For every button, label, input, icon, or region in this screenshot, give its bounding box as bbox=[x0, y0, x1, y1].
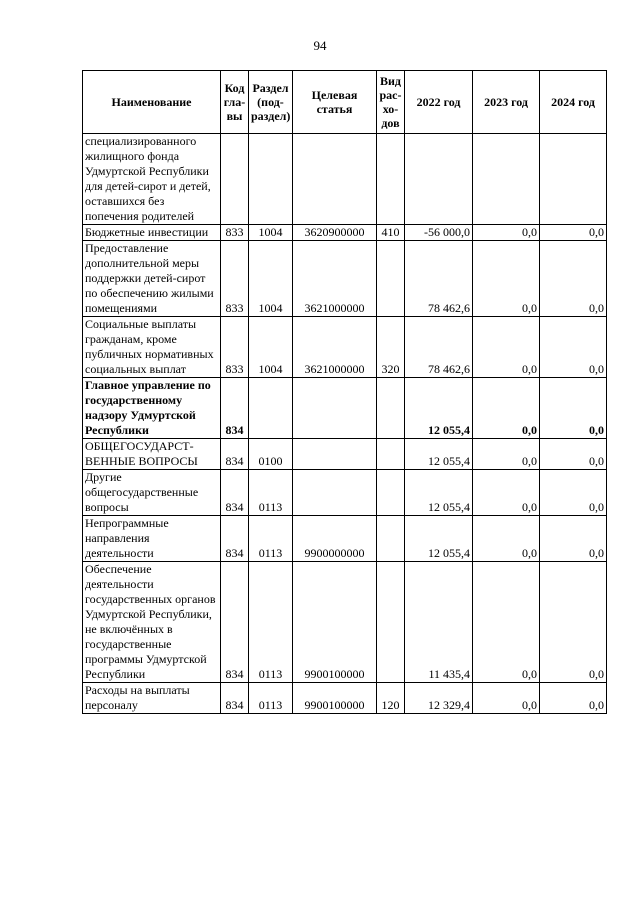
row-name: ОБЩЕГОСУДАРСТ-ВЕННЫЕ ВОПРОСЫ bbox=[83, 439, 221, 470]
row-section-code: 1004 bbox=[249, 241, 293, 317]
row-chapter-code: 834 bbox=[221, 562, 249, 683]
row-target-code bbox=[293, 470, 377, 516]
row-section-code: 0100 bbox=[249, 439, 293, 470]
table-row bbox=[83, 683, 607, 714]
page-number: 94 bbox=[313, 38, 327, 53]
row-section-code: 0113 bbox=[249, 683, 293, 714]
row-amount-2023: 0,0 bbox=[473, 241, 540, 317]
row-name: Обеспечение деятельности государственных органов Удмуртской Республики, не включённых в государственные программы Удмуртской Республики bbox=[83, 562, 221, 683]
row-target-code: 9900100000 bbox=[293, 683, 377, 714]
row-chapter-code: 834 bbox=[221, 378, 249, 439]
row-amount-2023: 0,0 bbox=[473, 317, 540, 378]
row-name: специализированного жилищного фонда Удмуртской Республики для детей-сирот и детей, оставшихся без попечения родителей bbox=[83, 134, 221, 225]
row-expense-type bbox=[377, 241, 405, 317]
row-amount-2022: -56 000,0 bbox=[405, 225, 473, 241]
row-target-code: 3621000000 bbox=[293, 317, 377, 378]
row-amount-2023: 0,0 bbox=[473, 562, 540, 683]
header-name: Наименование bbox=[83, 71, 221, 134]
header-type: Вид рас- хо- дов bbox=[377, 71, 405, 134]
row-amount-2022: 78 462,6 bbox=[405, 241, 473, 317]
table-row bbox=[83, 134, 607, 225]
row-expense-type bbox=[377, 516, 405, 562]
row-chapter-code: 834 bbox=[221, 439, 249, 470]
table-row bbox=[83, 470, 607, 516]
row-amount-2022: 12 055,4 bbox=[405, 439, 473, 470]
row-amount-2023: 0,0 bbox=[473, 516, 540, 562]
row-expense-type bbox=[377, 470, 405, 516]
row-amount-2023: 0,0 bbox=[473, 225, 540, 241]
header-chapter: Код гла- вы bbox=[221, 71, 249, 134]
row-target-code: 9900100000 bbox=[293, 562, 377, 683]
row-name: Социальные выплаты гражданам, кроме публичных нормативных социальных выплат bbox=[83, 317, 221, 378]
row-amount-2023: 0,0 bbox=[473, 470, 540, 516]
row-section-code bbox=[249, 134, 293, 225]
row-chapter-code bbox=[221, 134, 249, 225]
table-row bbox=[83, 241, 607, 317]
row-amount-2023: 0,0 bbox=[473, 683, 540, 714]
row-amount-2024: 0,0 bbox=[540, 470, 607, 516]
table-row bbox=[83, 562, 607, 683]
header-2023: 2023 год bbox=[473, 71, 540, 134]
header-2022: 2022 год bbox=[405, 71, 473, 134]
row-expense-type bbox=[377, 439, 405, 470]
row-target-code: 9900000000 bbox=[293, 516, 377, 562]
row-amount-2024: 0,0 bbox=[540, 439, 607, 470]
table-row bbox=[83, 516, 607, 562]
row-target-code bbox=[293, 134, 377, 225]
row-name: Непрограммные направления деятельности bbox=[83, 516, 221, 562]
row-expense-type: 320 bbox=[377, 317, 405, 378]
row-amount-2023: 0,0 bbox=[473, 378, 540, 439]
row-section-code: 0113 bbox=[249, 516, 293, 562]
table-row bbox=[83, 317, 607, 378]
row-section-code: 1004 bbox=[249, 225, 293, 241]
row-amount-2024: 0,0 bbox=[540, 562, 607, 683]
table-row bbox=[83, 378, 607, 439]
row-section-code: 0113 bbox=[249, 562, 293, 683]
row-amount-2022: 12 329,4 bbox=[405, 683, 473, 714]
row-expense-type bbox=[377, 378, 405, 439]
header-2024: 2024 год bbox=[540, 71, 607, 134]
row-chapter-code: 834 bbox=[221, 470, 249, 516]
table-row bbox=[83, 225, 607, 241]
row-section-code bbox=[249, 378, 293, 439]
row-chapter-code: 834 bbox=[221, 683, 249, 714]
row-expense-type bbox=[377, 134, 405, 225]
budget-table bbox=[82, 70, 607, 714]
row-amount-2022: 12 055,4 bbox=[405, 516, 473, 562]
row-target-code bbox=[293, 439, 377, 470]
row-chapter-code: 834 bbox=[221, 516, 249, 562]
row-expense-type: 410 bbox=[377, 225, 405, 241]
row-amount-2024 bbox=[540, 134, 607, 225]
row-expense-type: 120 bbox=[377, 683, 405, 714]
header-section: Раздел (под- раздел) bbox=[249, 71, 293, 134]
row-chapter-code: 833 bbox=[221, 225, 249, 241]
header-row bbox=[83, 71, 607, 134]
row-chapter-code: 833 bbox=[221, 241, 249, 317]
row-amount-2024: 0,0 bbox=[540, 317, 607, 378]
row-target-code: 3621000000 bbox=[293, 241, 377, 317]
row-name: Предоставление дополнительной меры поддержки детей-сирот по обеспечению жилыми помещениями bbox=[83, 241, 221, 317]
row-amount-2022: 78 462,6 bbox=[405, 317, 473, 378]
row-amount-2024: 0,0 bbox=[540, 241, 607, 317]
row-name: Бюджетные инвестиции bbox=[83, 225, 221, 241]
row-amount-2024: 0,0 bbox=[540, 683, 607, 714]
row-section-code: 0113 bbox=[249, 470, 293, 516]
row-amount-2024: 0,0 bbox=[540, 516, 607, 562]
row-target-code: 3620900000 bbox=[293, 225, 377, 241]
row-amount-2022 bbox=[405, 134, 473, 225]
row-amount-2023 bbox=[473, 134, 540, 225]
row-name: Расходы на выплаты персоналу bbox=[83, 683, 221, 714]
row-section-code: 1004 bbox=[249, 317, 293, 378]
row-amount-2024: 0,0 bbox=[540, 378, 607, 439]
table-row bbox=[83, 439, 607, 470]
row-chapter-code: 833 bbox=[221, 317, 249, 378]
row-target-code bbox=[293, 378, 377, 439]
row-amount-2023: 0,0 bbox=[473, 439, 540, 470]
row-expense-type bbox=[377, 562, 405, 683]
row-name: Главное управление по государственному надзору Удмуртской Республики bbox=[83, 378, 221, 439]
row-amount-2022: 12 055,4 bbox=[405, 470, 473, 516]
row-amount-2022: 12 055,4 bbox=[405, 378, 473, 439]
header-target: Целевая статья bbox=[293, 71, 377, 134]
row-name: Другие общегосударственные вопросы bbox=[83, 470, 221, 516]
row-amount-2024: 0,0 bbox=[540, 225, 607, 241]
row-amount-2022: 11 435,4 bbox=[405, 562, 473, 683]
